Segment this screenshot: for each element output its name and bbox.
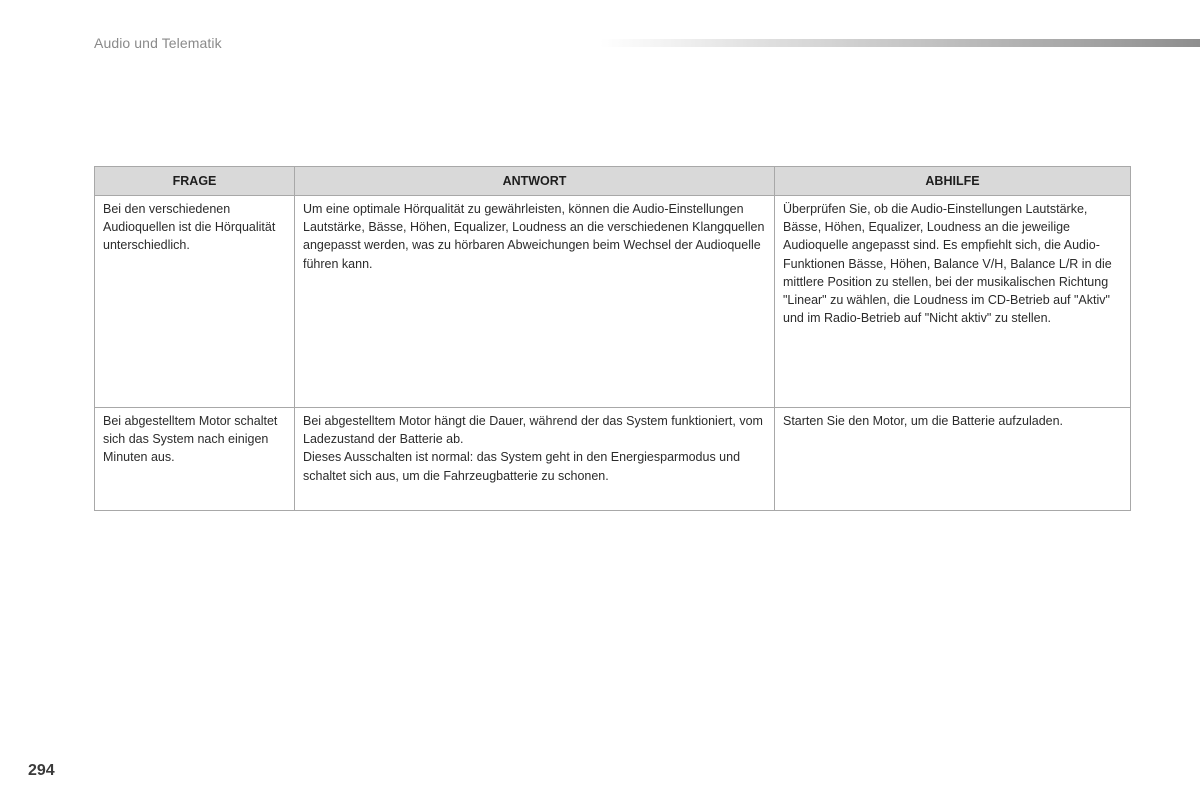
column-header-antwort: ANTWORT [295,167,775,196]
cell-abhilfe: Starten Sie den Motor, um die Batterie aufzuladen. [775,408,1131,511]
cell-antwort [295,196,775,408]
antwort-paragraph: Bei abgestelltem Motor hängt die Dauer, während der das System funktioniert, vom Ladezustand der Batterie ab. [303,414,763,447]
column-header-frage: FRAGE [95,167,295,196]
table-row [95,196,1131,408]
section-title: Audio und Telematik [94,35,222,51]
column-header-abhilfe: ABHILFE [775,167,1131,196]
antwort-paragraph: Dieses Ausschalten ist normal: das System geht in den Energiesparmodus und schaltet sich aus, um die Fahrzeugbatterie zu schonen. [303,450,741,483]
troubleshooting-table [94,166,1131,511]
table-header-row [95,167,1131,196]
page-number: 294 [28,762,55,779]
cell-antwort [295,408,775,511]
header-gradient-bar [600,39,1200,47]
cell-frage: Bei abgestelltem Motor schaltet sich das System nach einigen Minuten aus. [95,408,295,511]
table-row [95,408,1131,511]
cell-abhilfe: Überprüfen Sie, ob die Audio-Einstellungen Lautstärke, Bässe, Höhen, Equalizer, Loudness an die jeweilige Audioquelle angepasst sind. Es empfiehlt sich, die Audio-Funktionen Bässe, Höhen, Balance V/H, Balance L/R in die mittlere Position zu stellen, bei der musikalischen Richtung "Linear" zu wählen, die Loudness im CD-Betrieb auf "Aktiv" und im Radio-Betrieb auf "Nicht aktiv" zu stellen. [775,196,1131,408]
cell-frage: Bei den verschiedenen Audioquellen ist die Hörqualität unterschiedlich. [95,196,295,408]
antwort-paragraph: Um eine optimale Hörqualität zu gewährleisten, können die Audio-Einstellungen Lautstärke, Bässe, Höhen, Equalizer, Loudness an die verschiedenen Klangquellen angepasst werden, was zu hörbaren Abweichungen beim Wechsel der Audioquelle führen kann. [303,202,765,271]
